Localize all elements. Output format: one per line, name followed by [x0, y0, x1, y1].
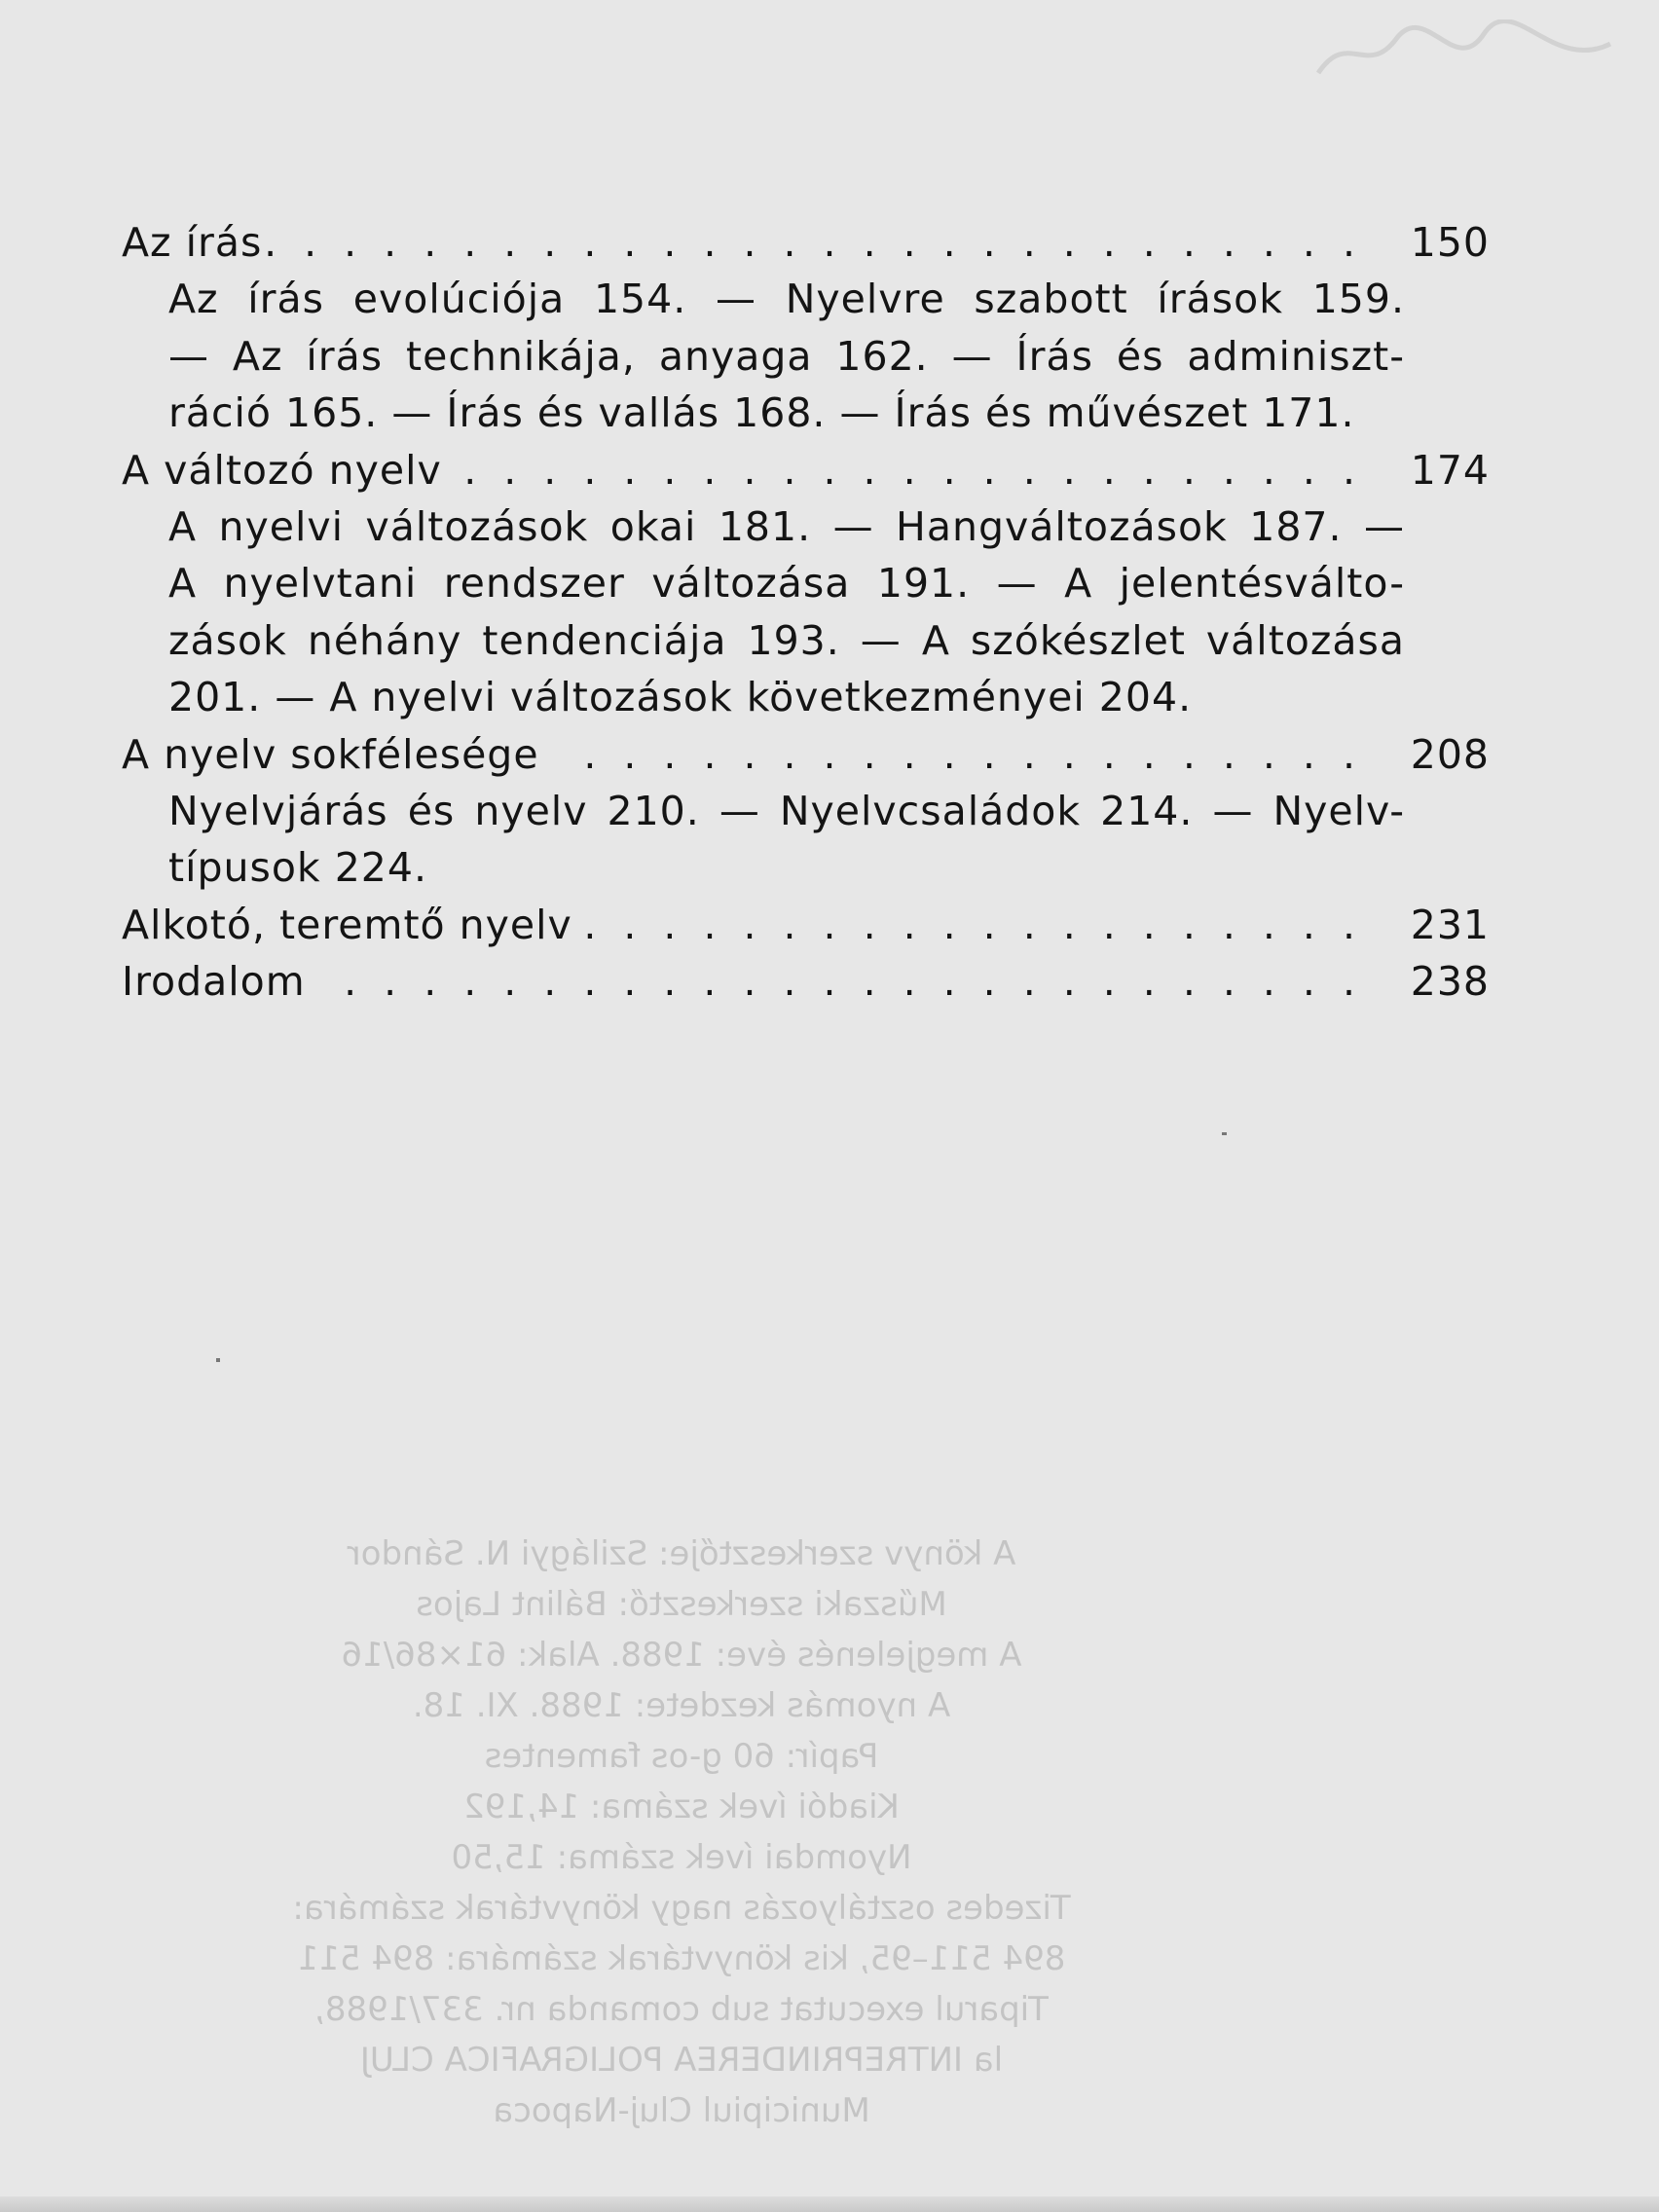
- colophon-line: Nyomdai ívek száma: 15,50: [451, 1838, 912, 1877]
- print-speck: [1222, 1132, 1227, 1135]
- colophon-line: Műszaki szerkesztő: Bálint Lajos: [416, 1585, 947, 1624]
- colophon-line: Municipiul Cluj-Napoca: [493, 2091, 870, 2130]
- toc-entry-title: A nyelv sokfélesége: [122, 730, 539, 778]
- toc-subtopics: [168, 783, 1405, 897]
- toc-subtopic-line: ráció 165. — Írás és vallás 168. — Írás és művészet 171.: [168, 389, 1355, 436]
- toc-entry: [122, 214, 1490, 271]
- table-of-contents: [122, 214, 1490, 1010]
- colophon-line: Kiadói ívek száma: 14,192: [463, 1788, 900, 1826]
- toc-subtopic-line: típusok 224.: [168, 844, 427, 891]
- colophon-line: Tiparul executat sub comanda nr. 337/1988,: [314, 1990, 1049, 2029]
- toc-page-number: 174: [1410, 446, 1490, 494]
- colophon-line: Tizedes osztályozás nagy könyvtárak számára:: [292, 1889, 1071, 1928]
- toc-entry: [122, 953, 1490, 1010]
- page-edge: [0, 2196, 1659, 2212]
- toc-entry-title: Alkotó, teremtő nyelv: [122, 901, 572, 948]
- toc-subtopic-line: Az írás evolúciója 154. — Nyelvre szabott írások 159.: [168, 276, 1405, 322]
- colophon-line: A megjelenés éve: 1988. Alak: 61×86/16: [341, 1636, 1022, 1675]
- toc-page-number: 238: [1410, 957, 1490, 1005]
- colophon-line: Papír: 60 g-os famentes: [484, 1737, 879, 1776]
- toc-entry: [122, 442, 1490, 498]
- toc-leader-dots: .......................: [463, 446, 1382, 494]
- toc-subtopic-line: 201. — A nyelvi változások következményei 204.: [168, 674, 1193, 720]
- toc-leader-dots: ....................: [583, 901, 1382, 948]
- toc-entry: [122, 897, 1490, 953]
- toc-entry: [122, 726, 1490, 783]
- toc-leader-dots: ............................: [264, 219, 1382, 266]
- toc-subtopic-line: — Az írás technikája, anyaga 162. — Írás és adminiszt-: [168, 332, 1405, 380]
- toc-subtopic-line: A nyelvi változások okai 181. — Hangváltozások 187. —: [168, 502, 1405, 550]
- toc-page-number: 208: [1410, 730, 1490, 778]
- toc-entry-title: Irodalom: [122, 957, 306, 1005]
- colophon-line: A nyomás kezdete: 1988. XI. 18.: [412, 1686, 951, 1725]
- toc-entry-title: Az írás: [122, 219, 263, 266]
- toc-subtopics: [168, 271, 1405, 442]
- toc-page-number: 150: [1410, 219, 1490, 266]
- print-speck: [216, 1358, 220, 1362]
- toc-subtopics: [168, 498, 1405, 726]
- toc-leader-dots: ....................: [583, 730, 1382, 778]
- toc-page-number: 231: [1410, 901, 1490, 948]
- colophon-line: la INTREPRINDEREA POLIGRAFICA CLUJ: [359, 2041, 1004, 2080]
- bleed-through-handwriting: [1309, 19, 1620, 88]
- colophon-bleed-through: [195, 1529, 1168, 2136]
- toc-subtopic-line: zások néhány tendenciája 193. — A szókészlet változása: [168, 616, 1405, 664]
- toc-leader-dots: ..........................: [344, 957, 1382, 1005]
- toc-entry-title: A változó nyelv: [122, 446, 442, 494]
- toc-subtopic-line: A nyelvtani rendszer változása 191. — A jelentésválto-: [168, 560, 1405, 607]
- colophon-line: 894 511–95, kis könyvtárak számára: 894 511: [297, 1939, 1066, 1978]
- colophon-line: A könyv szerkesztője: Szilágyi N. Sándor: [347, 1534, 1016, 1573]
- toc-subtopic-line: Nyelvjárás és nyelv 210. — Nyelvcsaládok 214. — Nyelv-: [168, 787, 1405, 834]
